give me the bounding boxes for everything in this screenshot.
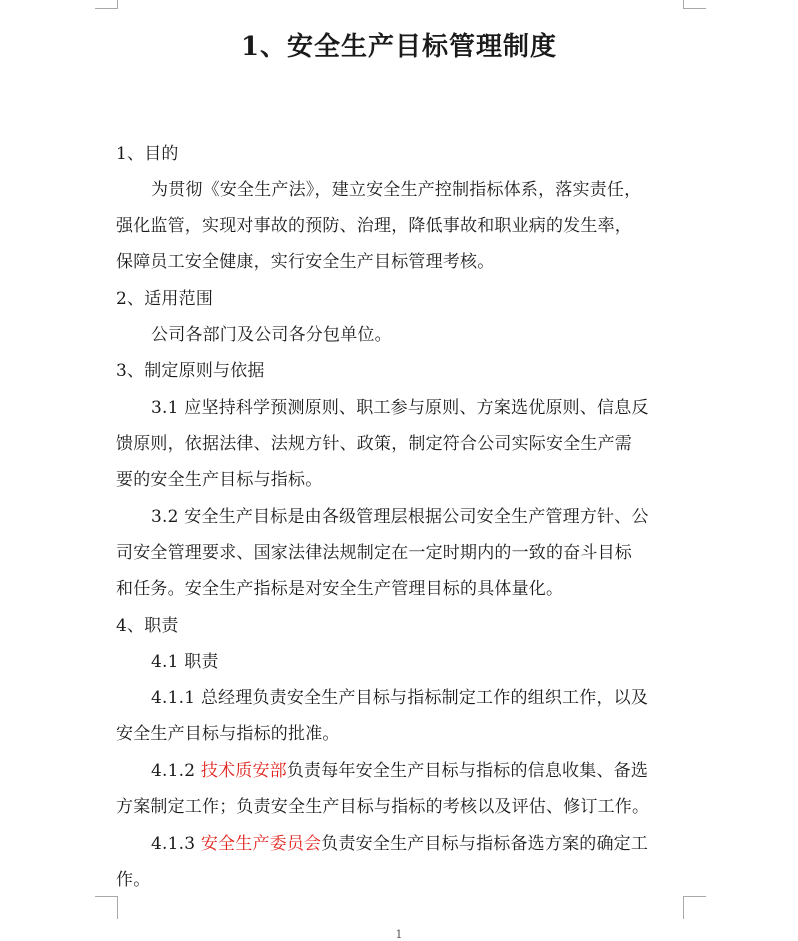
subsection-heading: 4.1 职责 [151, 652, 219, 672]
paragraph-line: 4.1.1 总经理负责安全生产目标与指标制定工作的组织工作，以及 [151, 688, 649, 708]
page-corner-mark-top-left [95, 0, 118, 9]
highlighted-department: 技术质安部 [200, 761, 287, 781]
clause-number: 4.1.3 [151, 834, 201, 854]
section-heading-principles: 3、制定原则与依据 [116, 361, 265, 381]
page-number: 1 [395, 928, 403, 941]
paragraph-line: 安全生产目标与指标的批准。 [116, 724, 340, 744]
paragraph-line: 强化监管，实现对事故的预防、治理，降低事故和职业病的发生率， [116, 216, 632, 236]
paragraph-line [151, 829, 648, 854]
document-title: 1、安全生产目标管理制度 [240, 32, 558, 62]
highlighted-committee: 安全生产委员会 [200, 834, 322, 854]
page-corner-mark-top-right [683, 0, 706, 9]
paragraph-line: 方案制定工作；负责安全生产目标与指标的考核以及评估、修订工作。 [116, 797, 650, 817]
section-heading-purpose: 1、目的 [116, 144, 179, 164]
clause-number: 4.1.2 [151, 761, 201, 781]
section-heading-scope: 2、适用范围 [116, 289, 214, 309]
paragraph-line: 馈原则，依据法律、法规方针、政策，制定符合公司实际安全生产需 [116, 434, 632, 454]
paragraph-line: 公司各部门及公司各分包单位。 [151, 325, 392, 345]
paragraph-line: 司安全管理要求、国家法律法规制定在一定时期内的一致的奋斗目标 [116, 543, 632, 563]
paragraph-line: 要的安全生产目标与指标。 [116, 470, 323, 490]
page-corner-mark-bottom-left [95, 896, 118, 919]
clause-text: 负责每年安全生产目标与指标的信息收集、备选 [286, 761, 649, 781]
paragraph-line: 保障员工安全健康，实行安全生产目标管理考核。 [116, 252, 495, 272]
paragraph-line [151, 756, 648, 781]
paragraph-line: 和任务。安全生产指标是对安全生产管理目标的具体量化。 [116, 579, 564, 599]
clause-text: 负责安全生产目标与指标备选方案的确定工 [321, 834, 649, 854]
paragraph-line: 3.1 应坚持科学预测原则、职工参与原则、方案选优原则、信息反 [151, 398, 649, 418]
paragraph-line: 作。 [116, 870, 151, 890]
section-heading-responsibilities: 4、职责 [116, 616, 179, 636]
page-corner-mark-bottom-right [683, 896, 706, 919]
paragraph-line: 为贯彻《安全生产法》，建立安全生产控制指标体系，落实责任， [151, 180, 642, 200]
paragraph-line: 3.2 安全生产目标是由各级管理层根据公司安全生产管理方针、公 [151, 507, 649, 527]
